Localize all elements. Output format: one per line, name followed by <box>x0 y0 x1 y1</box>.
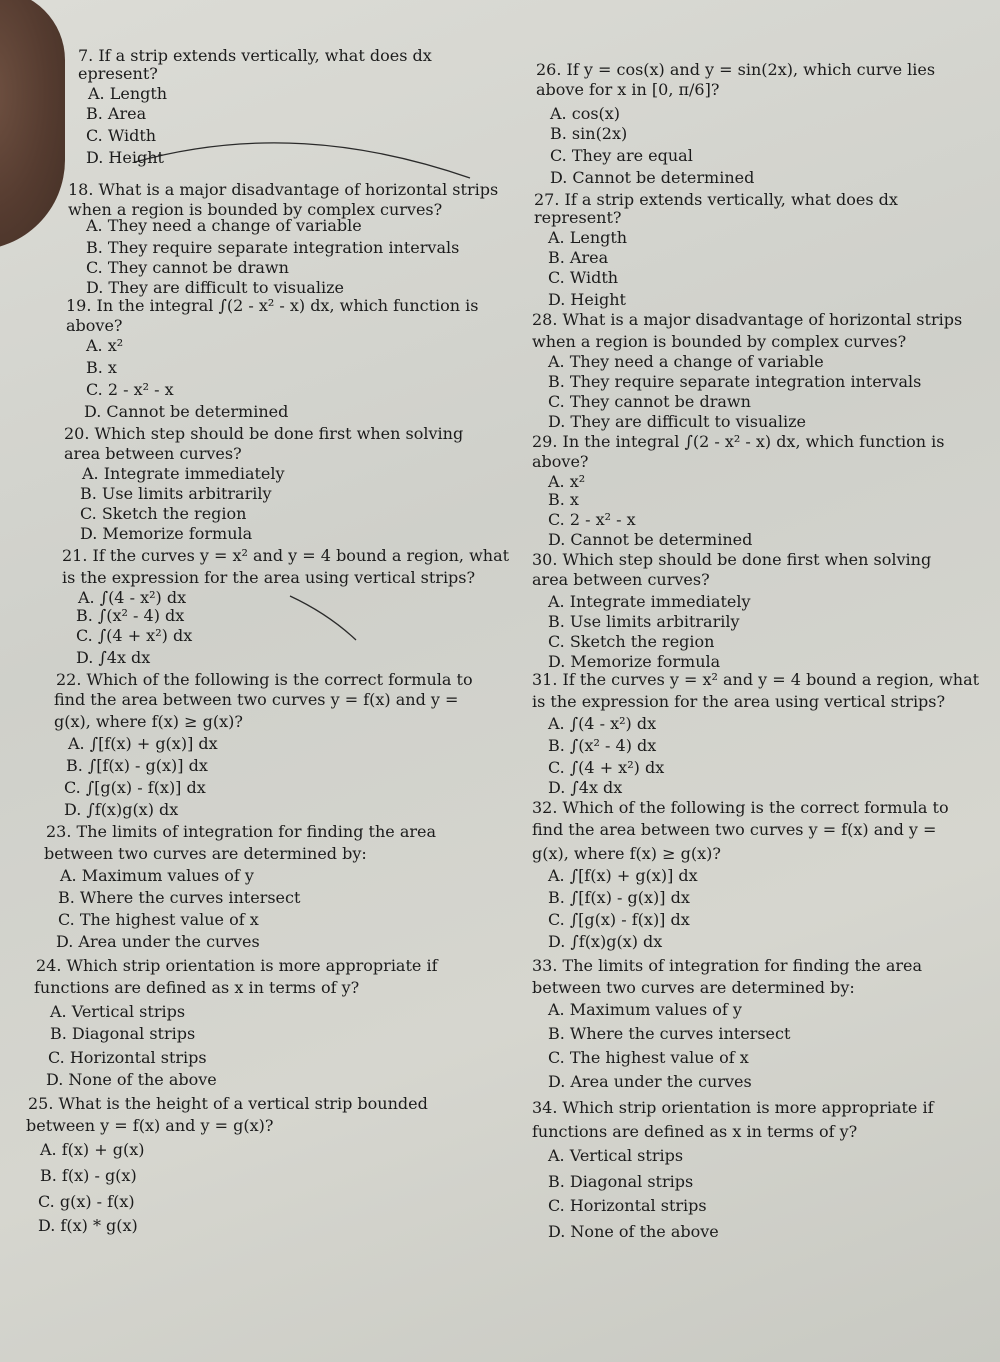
text-line: A. cos(x) <box>550 104 621 123</box>
text-line: B. ∫(x² - 4) dx <box>76 606 185 625</box>
text-line: functions are defined as x in terms of y? <box>532 1122 858 1141</box>
text-line: B. They require separate integration intervals <box>86 238 460 257</box>
text-line: B. ∫(x² - 4) dx <box>548 736 657 755</box>
text-line: 27. If a strip extends vertically, what does dx <box>534 190 898 209</box>
text-line: D. Cannot be determined <box>84 402 289 421</box>
text-line: D. None of the above <box>548 1222 719 1241</box>
text-line: D. They are difficult to visualize <box>86 278 344 297</box>
text-line: D. ∫f(x)g(x) dx <box>548 932 663 951</box>
text-line: C. Sketch the region <box>80 504 247 523</box>
text-line: C. ∫(4 + x²) dx <box>548 758 665 777</box>
text-line: A. ∫(4 - x²) dx <box>78 588 187 607</box>
text-line: when a region is bounded by complex curves? <box>68 200 443 219</box>
text-line: 25. What is the height of a vertical strip bounded <box>28 1094 428 1113</box>
text-line: 33. The limits of integration for finding the area <box>532 956 923 975</box>
text-line: between two curves are determined by: <box>532 978 855 997</box>
text-line: C. Sketch the region <box>548 632 715 651</box>
text-line: B. Where the curves intersect <box>58 888 301 907</box>
text-line: D. Memorize formula <box>80 524 253 543</box>
text-line: C. g(x) - f(x) <box>38 1192 135 1211</box>
text-line: D. Area under the curves <box>548 1072 752 1091</box>
text-line: B. They require separate integration intervals <box>548 372 922 391</box>
text-line: B. x <box>86 358 117 377</box>
text-line: 31. If the curves y = x² and y = 4 bound a region, what <box>532 670 980 689</box>
text-line: above? <box>532 452 589 471</box>
text-line: A. Vertical strips <box>548 1146 684 1165</box>
text-line: C. They are equal <box>550 146 693 165</box>
text-line: 18. What is a major disadvantage of horizontal strips <box>68 180 499 199</box>
text-line: A. Length <box>548 228 628 247</box>
text-line: C. ∫[g(x) - f(x)] dx <box>548 910 690 929</box>
text-line: 7. If a strip extends vertically, what does dx <box>78 46 432 65</box>
text-line: 32. Which of the following is the correct formula to <box>532 798 949 817</box>
text-line: represent? <box>534 208 622 227</box>
text-line: C. ∫[g(x) - f(x)] dx <box>64 778 206 797</box>
text-line: D. ∫f(x)g(x) dx <box>64 800 179 819</box>
text-line: A. Maximum values of y <box>60 866 254 885</box>
text-line: A. Integrate immediately <box>82 464 285 483</box>
text-line: 26. If y = cos(x) and y = sin(2x), which curve lies <box>536 60 936 79</box>
text-line: A. x² <box>548 472 586 491</box>
text-line: 24. Which strip orientation is more appropriate if <box>36 956 438 975</box>
text-line: D. Cannot be determined <box>550 168 755 187</box>
text-line: B. Diagonal strips <box>548 1172 694 1191</box>
text-line: is the expression for the area using vertical strips? <box>532 692 946 711</box>
text-line: D. Area under the curves <box>56 932 260 951</box>
text-line: D. ∫4x dx <box>76 648 151 667</box>
text-line: B. Use limits arbitrarily <box>80 484 272 503</box>
text-line: 21. If the curves y = x² and y = 4 bound a region, what <box>62 546 510 565</box>
text-line: 23. The limits of integration for finding the area <box>46 822 437 841</box>
text-line: C. Width <box>86 126 157 145</box>
text-line: find the area between two curves y = f(x) and y = <box>54 690 459 709</box>
pen-arc-q21 <box>290 596 356 640</box>
text-line: A. They need a change of variable <box>548 352 824 371</box>
text-line: epresent? <box>78 64 158 83</box>
text-line: D. Cannot be determined <box>548 530 753 549</box>
text-line: C. Horizontal strips <box>548 1196 707 1215</box>
text-line: B. Diagonal strips <box>50 1024 196 1043</box>
text-line: C. ∫(4 + x²) dx <box>76 626 193 645</box>
text-line: A. ∫[f(x) + g(x)] dx <box>68 734 218 753</box>
text-line: 20. Which step should be done first when solving <box>64 424 464 443</box>
text-line: C. They cannot be drawn <box>86 258 289 277</box>
text-line: B. Where the curves intersect <box>548 1024 791 1043</box>
text-line: g(x), where f(x) ≥ g(x)? <box>532 844 721 863</box>
thumb-shadow <box>0 0 65 250</box>
text-line: D. f(x) * g(x) <box>38 1216 138 1235</box>
text-line: C. The highest value of x <box>548 1048 749 1067</box>
text-line: 30. Which step should be done first when solving <box>532 550 932 569</box>
text-line: A. Maximum values of y <box>548 1000 742 1019</box>
text-line: 19. In the integral ∫(2 - x² - x) dx, which function is <box>66 296 479 315</box>
text-line: A. ∫(4 - x²) dx <box>548 714 657 733</box>
text-line: area between curves? <box>64 444 242 463</box>
text-line: C. The highest value of x <box>58 910 259 929</box>
text-line: A. Integrate immediately <box>548 592 751 611</box>
text-line: C. 2 - x² - x <box>548 510 636 529</box>
text-line: above for x in [0, π/6]? <box>536 80 720 99</box>
text-line: between two curves are determined by: <box>44 844 367 863</box>
text-line: D. Height <box>86 148 164 167</box>
text-line: A. Length <box>88 84 168 103</box>
text-line: C. They cannot be drawn <box>548 392 751 411</box>
text-line: B. ∫[f(x) - g(x)] dx <box>548 888 690 907</box>
text-line: D. Memorize formula <box>548 652 721 671</box>
text-line: B. Area <box>548 248 609 267</box>
text-line: C. 2 - x² - x <box>86 380 174 399</box>
text-line: D. None of the above <box>46 1070 217 1089</box>
pen-arc-q17 <box>135 143 470 178</box>
text-line: 28. What is a major disadvantage of horizontal strips <box>532 310 963 329</box>
text-line: A. ∫[f(x) + g(x)] dx <box>548 866 698 885</box>
text-line: 22. Which of the following is the correct formula to <box>56 670 473 689</box>
text-line: A. x² <box>86 336 124 355</box>
text-line: D. Height <box>548 290 626 309</box>
text-line: D. They are difficult to visualize <box>548 412 806 431</box>
text-line: B. x <box>548 490 579 509</box>
text-line: when a region is bounded by complex curves? <box>532 332 907 351</box>
text-line: A. They need a change of variable <box>86 216 362 235</box>
text-line: B. Use limits arbitrarily <box>548 612 740 631</box>
text-line: B. sin(2x) <box>550 124 628 143</box>
text-line: find the area between two curves y = f(x) and y = <box>532 820 937 839</box>
text-line: between y = f(x) and y = g(x)? <box>26 1116 274 1135</box>
text-line: 34. Which strip orientation is more appropriate if <box>532 1098 934 1117</box>
text-line: above? <box>66 316 123 335</box>
text-line: C. Width <box>548 268 619 287</box>
text-line: C. Horizontal strips <box>48 1048 207 1067</box>
text-line: B. ∫[f(x) - g(x)] dx <box>66 756 208 775</box>
text-line: is the expression for the area using vertical strips? <box>62 568 476 587</box>
text-line: D. ∫4x dx <box>548 778 623 797</box>
text-line: g(x), where f(x) ≥ g(x)? <box>54 712 243 731</box>
text-line: 29. In the integral ∫(2 - x² - x) dx, which function is <box>532 432 945 451</box>
text-line: functions are defined as x in terms of y? <box>34 978 360 997</box>
text-line: B. f(x) - g(x) <box>40 1166 137 1185</box>
text-line: A. f(x) + g(x) <box>40 1140 145 1159</box>
text-line: area between curves? <box>532 570 710 589</box>
text-line: B. Area <box>86 104 147 123</box>
text-line: A. Vertical strips <box>50 1002 186 1021</box>
